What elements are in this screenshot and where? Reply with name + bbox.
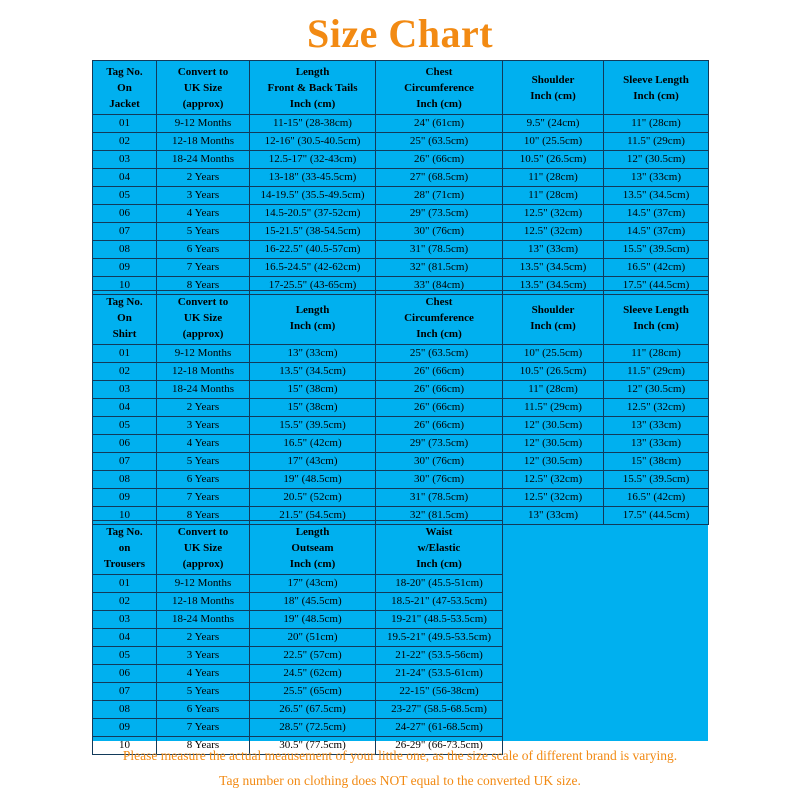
trousers-table-body [93, 575, 503, 755]
table-cell: 12-18 Months [157, 363, 250, 381]
table-cell: 07 [93, 223, 157, 241]
table-cell: 13" (33cm) [250, 345, 376, 363]
table-cell: 19-21" (48.5-53.5cm) [376, 611, 503, 629]
table-cell: 12" (30.5cm) [503, 417, 604, 435]
table-cell: 11" (28cm) [503, 169, 604, 187]
table-cell: 10 [93, 277, 157, 295]
table-row [93, 187, 709, 205]
table-cell: 5 Years [157, 453, 250, 471]
table-cell: 25.5" (65cm) [250, 683, 376, 701]
table-row [93, 683, 503, 701]
table-cell: 16.5" (42cm) [250, 435, 376, 453]
table-cell: 06 [93, 665, 157, 683]
table-cell: 27" (68.5cm) [376, 169, 503, 187]
table-cell: 4 Years [157, 435, 250, 453]
table-cell: 12" (30.5cm) [503, 435, 604, 453]
table-cell: 12-18 Months [157, 593, 250, 611]
table-cell: 11.5" (29cm) [604, 133, 709, 151]
table-cell: 03 [93, 381, 157, 399]
table-cell: 18-24 Months [157, 611, 250, 629]
table-cell: 01 [93, 115, 157, 133]
table-cell: 10 [93, 507, 157, 525]
table-cell: 5 Years [157, 223, 250, 241]
shirt-header-cell: Shoulder Inch (cm) [503, 291, 604, 345]
table-cell: 21-24" (53.5-61cm) [376, 665, 503, 683]
table-cell: 15.5" (39.5cm) [604, 471, 709, 489]
table-cell: 16-22.5" (40.5-57cm) [250, 241, 376, 259]
table-cell: 17.5" (44.5cm) [604, 507, 709, 525]
table-cell: 15.5" (39.5cm) [604, 241, 709, 259]
table-row [93, 223, 709, 241]
jacket-header-cell: Convert to UK Size (approx) [157, 61, 250, 115]
trousers-size-table [92, 520, 503, 755]
table-cell: 08 [93, 241, 157, 259]
table-cell: 10.5" (26.5cm) [503, 151, 604, 169]
shirt-header-cell: Convert to UK Size (approx) [157, 291, 250, 345]
table-cell: 18-20" (45.5-51cm) [376, 575, 503, 593]
trousers-header-cell: Tag No. on Trousers [93, 521, 157, 575]
table-cell: 12.5" (32cm) [503, 205, 604, 223]
table-cell: 05 [93, 417, 157, 435]
table-row [93, 115, 709, 133]
shirt-header-cell: Sleeve Length Inch (cm) [604, 291, 709, 345]
table-row [93, 611, 503, 629]
table-row [93, 151, 709, 169]
table-cell: 24" (61cm) [376, 115, 503, 133]
table-cell: 02 [93, 363, 157, 381]
table-cell: 2 Years [157, 169, 250, 187]
table-row [93, 417, 709, 435]
table-row [93, 629, 503, 647]
table-cell: 4 Years [157, 665, 250, 683]
table-row [93, 133, 709, 151]
table-cell: 12" (30.5cm) [604, 151, 709, 169]
table-cell: 26-29" (66-73.5cm) [376, 737, 503, 755]
table-cell: 02 [93, 133, 157, 151]
shirt-header-row [93, 291, 709, 345]
table-cell: 10 [93, 737, 157, 755]
table-cell: 8 Years [157, 277, 250, 295]
table-cell: 04 [93, 629, 157, 647]
table-cell: 09 [93, 489, 157, 507]
table-cell: 11" (28cm) [503, 381, 604, 399]
trousers-header-row [93, 521, 503, 575]
jacket-size-table [92, 60, 709, 295]
table-cell: 19" (48.5cm) [250, 611, 376, 629]
table-cell: 11" (28cm) [604, 115, 709, 133]
table-cell: 8 Years [157, 507, 250, 525]
table-cell: 21-22" (53.5-56cm) [376, 647, 503, 665]
shirt-size-table [92, 290, 709, 525]
table-cell: 28" (71cm) [376, 187, 503, 205]
table-cell: 22-15" (56-38cm) [376, 683, 503, 701]
table-cell: 4 Years [157, 205, 250, 223]
table-cell: 06 [93, 435, 157, 453]
table-cell: 2 Years [157, 629, 250, 647]
table-row [93, 593, 503, 611]
table-cell: 6 Years [157, 701, 250, 719]
trousers-header-cell: Convert to UK Size (approx) [157, 521, 250, 575]
table-cell: 18-24 Months [157, 151, 250, 169]
table-cell: 26" (66cm) [376, 381, 503, 399]
table-cell: 16.5" (42cm) [604, 489, 709, 507]
table-cell: 12" (30.5cm) [604, 381, 709, 399]
table-row [93, 363, 709, 381]
table-cell: 01 [93, 575, 157, 593]
table-cell: 04 [93, 169, 157, 187]
table-cell: 9.5" (24cm) [503, 115, 604, 133]
table-cell: 13" (33cm) [503, 241, 604, 259]
table-cell: 10.5" (26.5cm) [503, 363, 604, 381]
table-row [93, 489, 709, 507]
table-cell: 30" (76cm) [376, 453, 503, 471]
table-cell: 04 [93, 399, 157, 417]
table-row [93, 453, 709, 471]
table-cell: 15.5" (39.5cm) [250, 417, 376, 435]
table-cell: 6 Years [157, 471, 250, 489]
table-cell: 06 [93, 205, 157, 223]
table-cell: 19.5-21" (49.5-53.5cm) [376, 629, 503, 647]
table-cell: 19" (48.5cm) [250, 471, 376, 489]
table-cell: 33" (84cm) [376, 277, 503, 295]
table-cell: 23-27" (58.5-68.5cm) [376, 701, 503, 719]
table-cell: 3 Years [157, 187, 250, 205]
jacket-header-cell: Tag No. On Jacket [93, 61, 157, 115]
table-cell: 15" (38cm) [250, 381, 376, 399]
table-cell: 11.5" (29cm) [604, 363, 709, 381]
table-cell: 14.5-20.5" (37-52cm) [250, 205, 376, 223]
table-cell: 31" (78.5cm) [376, 489, 503, 507]
table-cell: 08 [93, 701, 157, 719]
table-cell: 17.5" (44.5cm) [604, 277, 709, 295]
shirt-header-cell: Tag No. On Shirt [93, 291, 157, 345]
table-cell: 20" (51cm) [250, 629, 376, 647]
table-cell: 12-18 Months [157, 133, 250, 151]
table-cell: 8 Years [157, 737, 250, 755]
table-cell: 03 [93, 151, 157, 169]
table-row [93, 435, 709, 453]
table-row [93, 575, 503, 593]
table-cell: 9-12 Months [157, 115, 250, 133]
table-cell: 12.5-17" (32-43cm) [250, 151, 376, 169]
table-cell: 22.5" (57cm) [250, 647, 376, 665]
table-cell: 01 [93, 345, 157, 363]
table-cell: 12.5" (32cm) [503, 223, 604, 241]
table-cell: 18-24 Months [157, 381, 250, 399]
table-cell: 6 Years [157, 241, 250, 259]
table-cell: 26" (66cm) [376, 151, 503, 169]
table-cell: 18" (45.5cm) [250, 593, 376, 611]
table-cell: 13" (33cm) [604, 435, 709, 453]
table-cell: 3 Years [157, 417, 250, 435]
table-cell: 03 [93, 611, 157, 629]
table-cell: 13.5" (34.5cm) [250, 363, 376, 381]
table-cell: 15-21.5" (38-54.5cm) [250, 223, 376, 241]
table-row [93, 345, 709, 363]
table-cell: 30" (76cm) [376, 471, 503, 489]
table-cell: 11" (28cm) [604, 345, 709, 363]
jacket-header-cell: Length Front & Back Tails Inch (cm) [250, 61, 376, 115]
table-cell: 26.5" (67.5cm) [250, 701, 376, 719]
table-cell: 24-27" (61-68.5cm) [376, 719, 503, 737]
table-cell: 5 Years [157, 683, 250, 701]
table-row [93, 259, 709, 277]
jacket-header-cell: Shoulder Inch (cm) [503, 61, 604, 115]
table-cell: 7 Years [157, 259, 250, 277]
table-cell: 13.5" (34.5cm) [503, 259, 604, 277]
table-cell: 13-18" (33-45.5cm) [250, 169, 376, 187]
table-cell: 12.5" (32cm) [503, 489, 604, 507]
table-cell: 26" (66cm) [376, 363, 503, 381]
table-cell: 10" (25.5cm) [503, 133, 604, 151]
table-cell: 7 Years [157, 719, 250, 737]
table-row [93, 169, 709, 187]
table-cell: 11" (28cm) [503, 187, 604, 205]
table-cell: 13.5" (34.5cm) [604, 187, 709, 205]
table-row [93, 241, 709, 259]
shirt-header-cell: Length Inch (cm) [250, 291, 376, 345]
trousers-header-cell: Waist w/Elastic Inch (cm) [376, 521, 503, 575]
table-row [93, 471, 709, 489]
table-cell: 26" (66cm) [376, 417, 503, 435]
table-row [93, 665, 503, 683]
table-cell: 9-12 Months [157, 345, 250, 363]
table-cell: 14-19.5" (35.5-49.5cm) [250, 187, 376, 205]
table-cell: 2 Years [157, 399, 250, 417]
tag-number-note: Tag number on clothing does NOT equal to the converted UK size. [219, 773, 581, 788]
table-cell: 31" (78.5cm) [376, 241, 503, 259]
table-cell: 17" (43cm) [250, 575, 376, 593]
table-cell: 25" (63.5cm) [376, 133, 503, 151]
table-cell: 20.5" (52cm) [250, 489, 376, 507]
jacket-header-row [93, 61, 709, 115]
table-cell: 09 [93, 719, 157, 737]
table-cell: 17" (43cm) [250, 453, 376, 471]
table-cell: 11.5" (29cm) [503, 399, 604, 417]
table-cell: 14.5" (37cm) [604, 223, 709, 241]
table-cell: 02 [93, 593, 157, 611]
jacket-table-body [93, 115, 709, 295]
table-cell: 12-16" (30.5-40.5cm) [250, 133, 376, 151]
table-cell: 32" (81.5cm) [376, 259, 503, 277]
table-row [93, 399, 709, 417]
table-cell: 15" (38cm) [604, 453, 709, 471]
table-cell: 29" (73.5cm) [376, 205, 503, 223]
table-cell: 18.5-21" (47-53.5cm) [376, 593, 503, 611]
trousers-header-cell: Length Outseam Inch (cm) [250, 521, 376, 575]
table-cell: 16.5" (42cm) [604, 259, 709, 277]
jacket-header-cell: Chest Circumference Inch (cm) [376, 61, 503, 115]
table-cell: 30" (76cm) [376, 223, 503, 241]
table-cell: 9-12 Months [157, 575, 250, 593]
shirt-table-body [93, 345, 709, 525]
table-cell: 13" (33cm) [503, 507, 604, 525]
table-cell: 12.5" (32cm) [604, 399, 709, 417]
table-cell: 05 [93, 187, 157, 205]
table-cell: 07 [93, 683, 157, 701]
table-cell: 7 Years [157, 489, 250, 507]
table-cell: 28.5" (72.5cm) [250, 719, 376, 737]
table-cell: 26" (66cm) [376, 399, 503, 417]
table-cell: 05 [93, 647, 157, 665]
table-cell: 08 [93, 471, 157, 489]
table-row [93, 701, 503, 719]
table-cell: 25" (63.5cm) [376, 345, 503, 363]
measurement-note: Please measure the actual meausement of your little one, as the size scale of different brand is varying. [122, 748, 678, 763]
shirt-header-cell: Chest Circumference Inch (cm) [376, 291, 503, 345]
table-row [93, 205, 709, 223]
table-cell: 11-15" (28-38cm) [250, 115, 376, 133]
table-cell: 21.5" (54.5cm) [250, 507, 376, 525]
table-cell: 13.5" (34.5cm) [503, 277, 604, 295]
table-cell: 12" (30.5cm) [503, 453, 604, 471]
table-cell: 13" (33cm) [604, 169, 709, 187]
table-cell: 10" (25.5cm) [503, 345, 604, 363]
table-cell: 32" (81.5cm) [376, 507, 503, 525]
table-cell: 3 Years [157, 647, 250, 665]
table-row [93, 719, 503, 737]
table-row [93, 647, 503, 665]
table-row [93, 381, 709, 399]
table-cell: 16.5-24.5" (42-62cm) [250, 259, 376, 277]
table-cell: 29" (73.5cm) [376, 435, 503, 453]
table-cell: 17-25.5" (43-65cm) [250, 277, 376, 295]
table-cell: 24.5" (62cm) [250, 665, 376, 683]
table-cell: 30.5" (77.5cm) [250, 737, 376, 755]
table-cell: 09 [93, 259, 157, 277]
table-cell: 15" (38cm) [250, 399, 376, 417]
table-cell: 07 [93, 453, 157, 471]
jacket-header-cell: Sleeve Length Inch (cm) [604, 61, 709, 115]
page-title: Size Chart [306, 11, 494, 56]
table-cell: 13" (33cm) [604, 417, 709, 435]
table-cell: 12.5" (32cm) [503, 471, 604, 489]
table-cell: 14.5" (37cm) [604, 205, 709, 223]
